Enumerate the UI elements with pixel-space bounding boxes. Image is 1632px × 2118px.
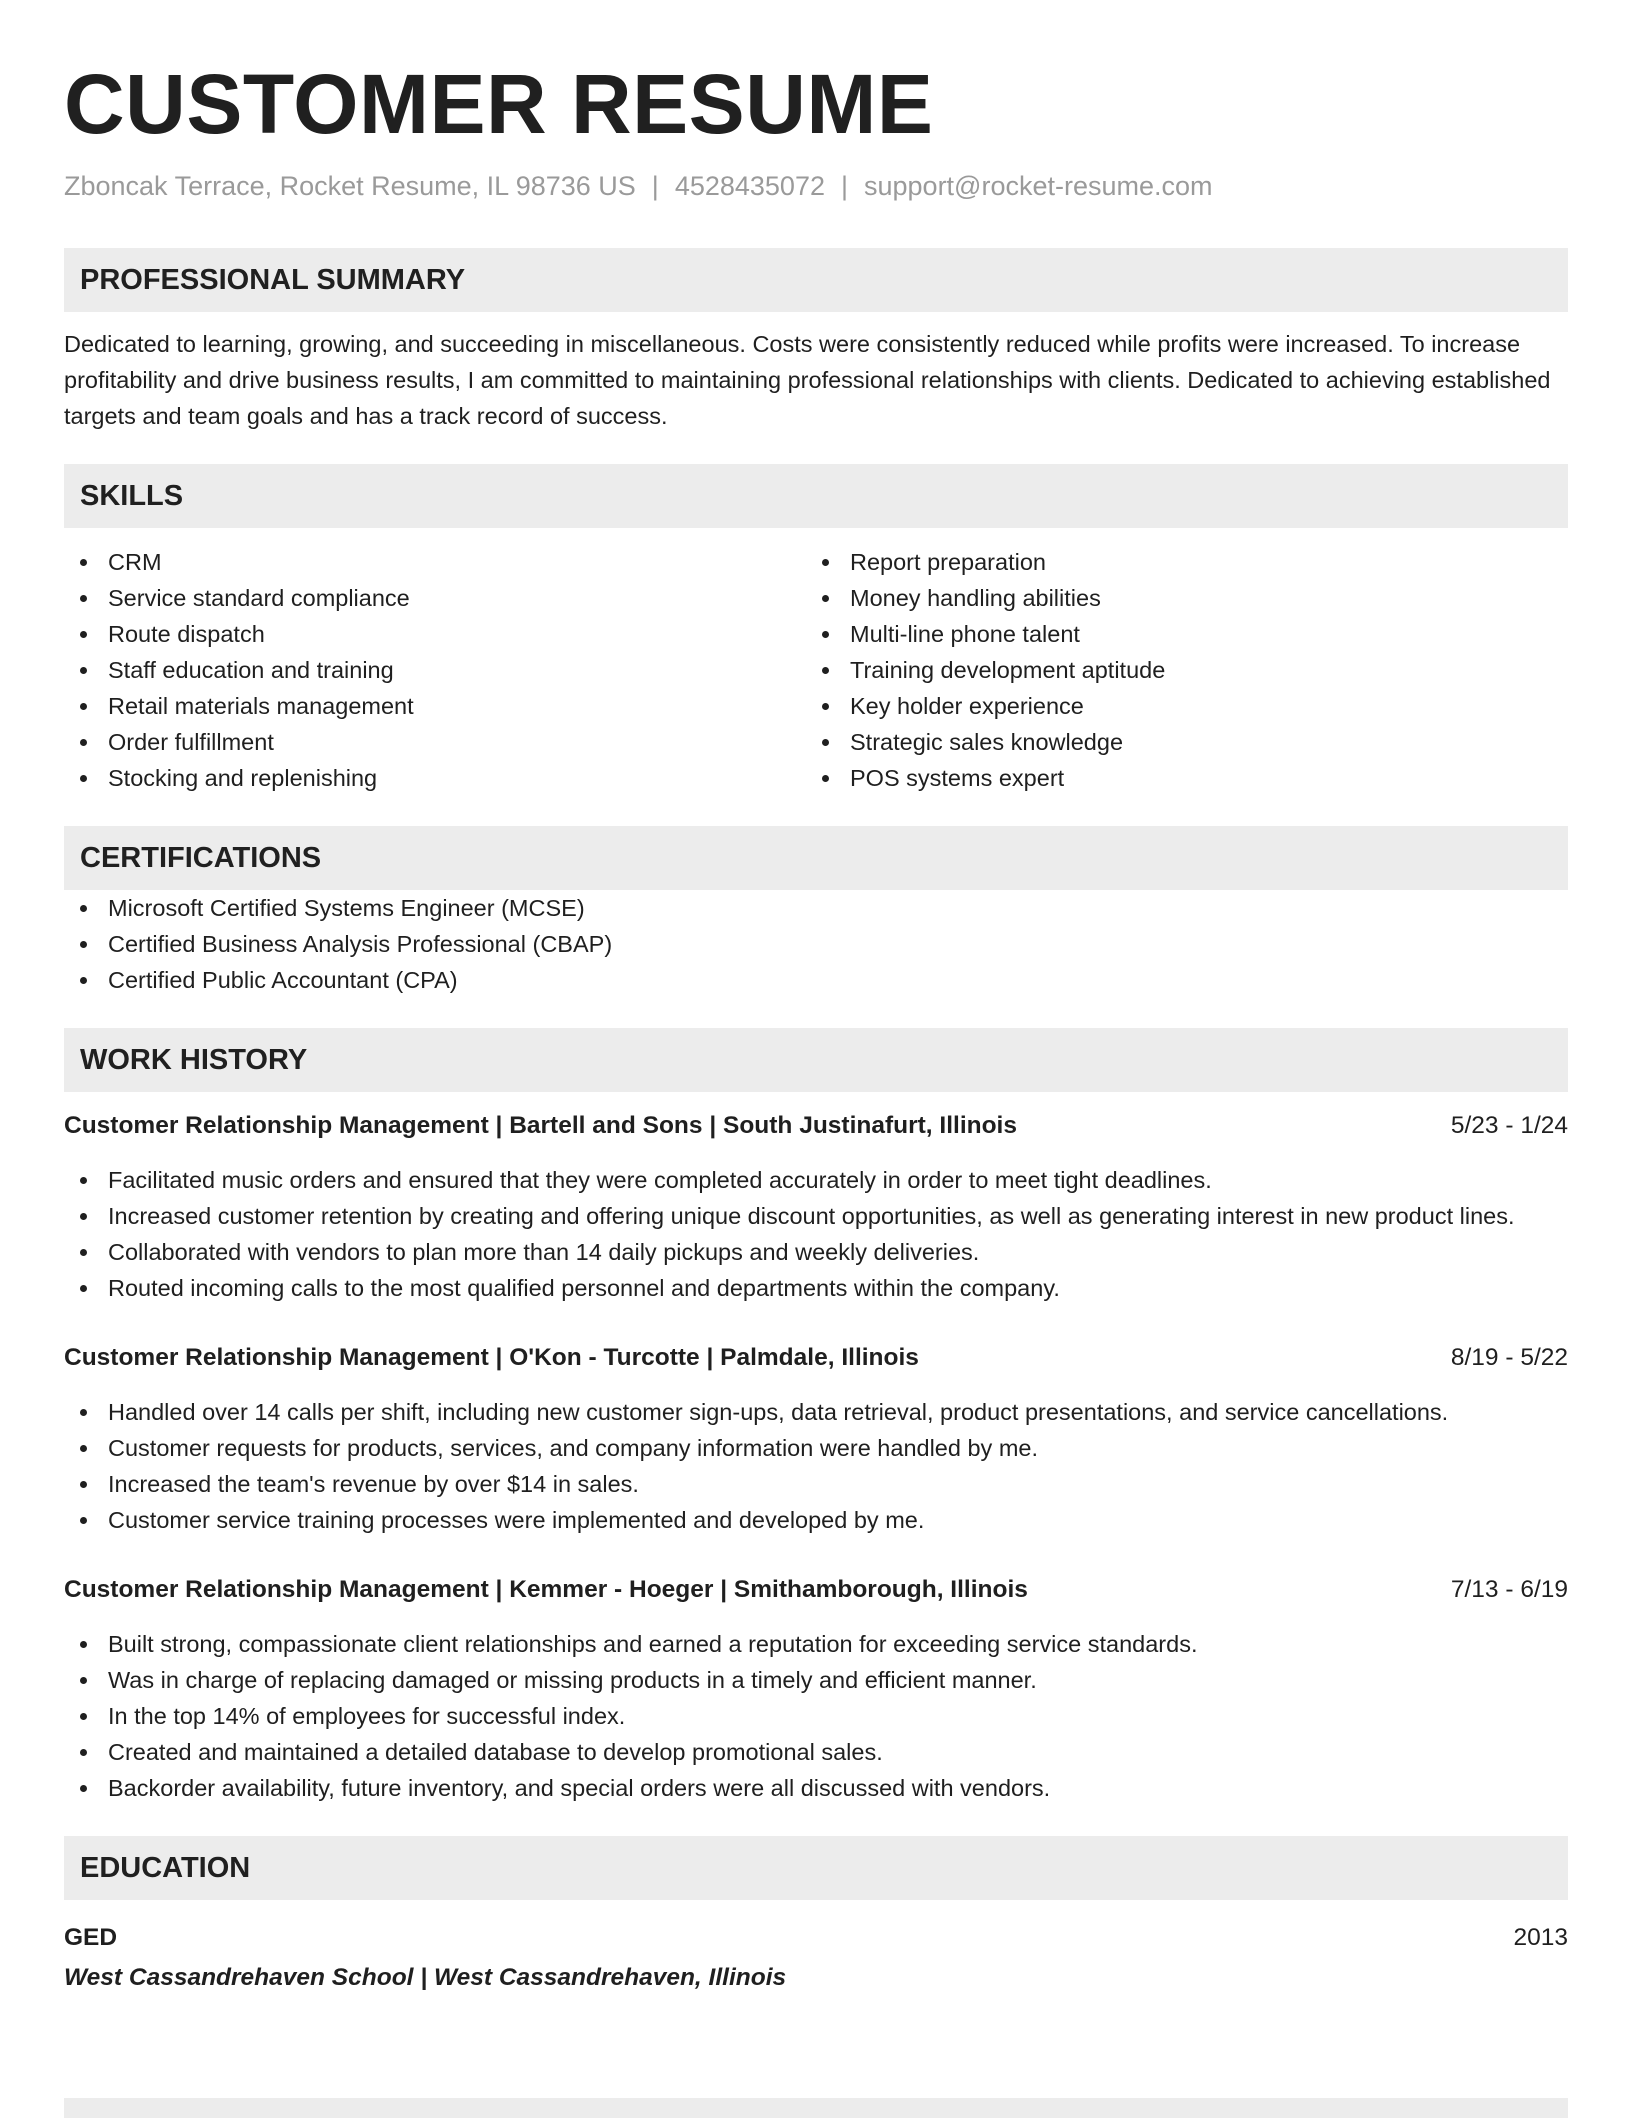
job-bullets (64, 1626, 1568, 1806)
skills-right-list (806, 544, 1548, 796)
job-bullet: In the top 14% of employees for successful index. (64, 1698, 1568, 1734)
skill-item: Route dispatch (64, 616, 806, 652)
job-entry (64, 1572, 1568, 1806)
section-header-certifications: CERTIFICATIONS (64, 826, 1568, 890)
contact-line (64, 168, 1568, 204)
contact-phone: 4528435072 (674, 171, 825, 201)
education-heading-row (64, 1920, 1568, 1956)
contact-separator: | (651, 171, 659, 201)
job-bullet: Collaborated with vendors to plan more than 14 daily pickups and weekly deliveries. (64, 1234, 1568, 1270)
skill-item: Report preparation (806, 544, 1548, 580)
job-heading-row (64, 1572, 1568, 1608)
job-heading-row (64, 1340, 1568, 1376)
skill-item: Retail materials management (64, 688, 806, 724)
job-heading: Customer Relationship Management | Bartell and Sons | South Justinafurt, Illinois (64, 1112, 1017, 1139)
job-bullet: Increased the team's revenue by over $14 in sales. (64, 1466, 1568, 1502)
job-bullet: Facilitated music orders and ensured that they were completed accurately in order to meet tight deadlines. (64, 1162, 1568, 1198)
skill-item: Order fulfillment (64, 724, 806, 760)
education-degree: GED (64, 1924, 118, 1951)
skill-item: Strategic sales knowledge (806, 724, 1548, 760)
job-dates: 7/13 - 6/19 (1450, 1576, 1568, 1603)
skill-item: CRM (64, 544, 806, 580)
contact-address: Zboncak Terrace, Rocket Resume, IL 98736 US (64, 171, 636, 201)
skill-item: Training development aptitude (806, 652, 1548, 688)
contact-separator: | (840, 171, 848, 201)
skill-item: Stocking and replenishing (64, 760, 806, 796)
certifications-list (64, 890, 1568, 998)
next-section-header-bar (64, 2098, 1568, 2118)
contact-email: support@rocket-resume.com (864, 171, 1213, 201)
job-entry (64, 1340, 1568, 1538)
job-bullet: Backorder availability, future inventory, and special orders were all discussed with vendors. (64, 1770, 1568, 1806)
job-bullet: Handled over 14 calls per shift, including new customer sign-ups, data retrieval, product presentations, and service cancellations. (64, 1394, 1568, 1430)
skills-grid (64, 544, 1568, 796)
job-heading: Customer Relationship Management | O'Kon - Turcotte | Palmdale, Illinois (64, 1344, 919, 1371)
job-entry (64, 1108, 1568, 1306)
skill-item: POS systems expert (806, 760, 1548, 796)
section-header-work-history: WORK HISTORY (64, 1028, 1568, 1092)
certification-item: Certified Public Accountant (CPA) (64, 962, 1568, 998)
job-bullet: Customer service training processes were implemented and developed by me. (64, 1502, 1568, 1538)
job-bullet: Was in charge of replacing damaged or missing products in a timely and efficient manner. (64, 1662, 1568, 1698)
section-header-skills: SKILLS (64, 464, 1568, 528)
job-bullets (64, 1394, 1568, 1538)
job-bullets (64, 1162, 1568, 1306)
job-bullet: Created and maintained a detailed database to develop promotional sales. (64, 1734, 1568, 1770)
resume-name: CUSTOMER RESUME (64, 57, 934, 151)
skill-item: Staff education and training (64, 652, 806, 688)
certification-item: Certified Business Analysis Professional (CBAP) (64, 926, 1568, 962)
job-bullet: Built strong, compassionate client relationships and earned a reputation for exceeding service standards. (64, 1626, 1568, 1662)
job-dates: 5/23 - 1/24 (1450, 1112, 1568, 1139)
education-entry (64, 1920, 1568, 1996)
job-heading-row (64, 1108, 1568, 1144)
skill-item: Multi-line phone talent (806, 616, 1548, 652)
job-bullet: Customer requests for products, services, and company information were handled by me. (64, 1430, 1568, 1466)
job-bullet: Increased customer retention by creating and offering unique discount opportunities, as well as generating interest in new product lines. (64, 1198, 1568, 1234)
section-header-summary: PROFESSIONAL SUMMARY (64, 248, 1568, 312)
job-dates: 8/19 - 5/22 (1450, 1344, 1568, 1371)
education-school: West Cassandrehaven School | West Cassandrehaven, Illinois (64, 1964, 787, 1991)
skill-item: Key holder experience (806, 688, 1548, 724)
certification-item: Microsoft Certified Systems Engineer (MCSE) (64, 890, 1568, 926)
job-bullet: Routed incoming calls to the most qualified personnel and departments within the company. (64, 1270, 1568, 1306)
section-header-education: EDUCATION (64, 1836, 1568, 1900)
skills-left-list (64, 544, 806, 796)
job-heading: Customer Relationship Management | Kemmer - Hoeger | Smithamborough, Illinois (64, 1576, 1028, 1603)
skill-item: Service standard compliance (64, 580, 806, 616)
education-year: 2013 (1513, 1924, 1568, 1951)
summary-text: Dedicated to learning, growing, and succeeding in miscellaneous. Costs were consistently reduced while profits were increased. To increase profitability and drive business results, I am committed to maintaining professional relationships with clients. Dedicated to achieving established targets and team goals and has a track record of success. (64, 331, 1551, 429)
skill-item: Money handling abilities (806, 580, 1548, 616)
